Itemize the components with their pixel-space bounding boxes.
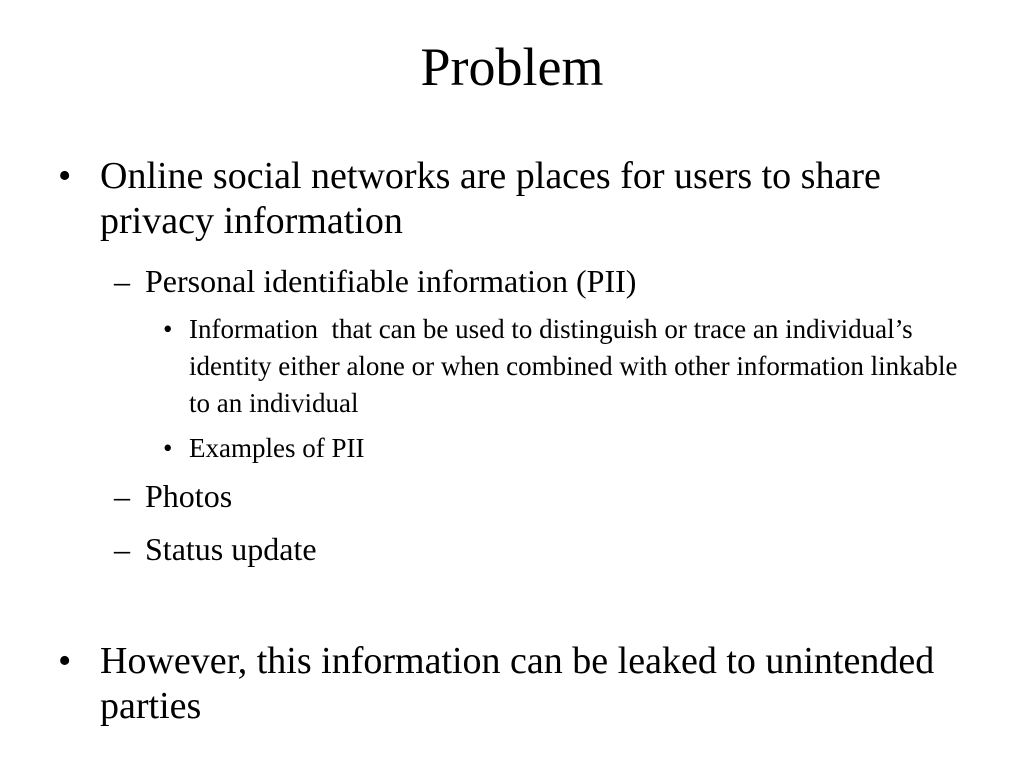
sub-bullet-text: Status update (145, 531, 317, 567)
sub-bullet-photos (114, 477, 965, 515)
bullet-text: However, this information can be leaked to unintended parties (100, 640, 935, 727)
bullet-text: Online social networks are places for users to share privacy information (100, 155, 881, 242)
bullet-marker: • (163, 314, 173, 344)
dash-marker: – (114, 478, 130, 514)
bullet-marker: • (58, 155, 72, 197)
sub-bullet-text: Photos (145, 478, 233, 514)
bullet-marker: • (163, 433, 173, 463)
sub-sub-bullet-text: Information that can be used to distinguish or trace an individual’s identity either alone or when combined with other information linkable to an individual (189, 314, 965, 418)
slide-title: Problem (420, 37, 604, 97)
dash-marker: – (114, 531, 130, 567)
bullet-marker: • (58, 640, 72, 682)
sub-bullet-status-update (114, 530, 965, 568)
sub-sub-bullet-pii-definition (163, 311, 979, 422)
dash-marker: – (114, 263, 130, 299)
sub-bullet-text: Personal identifiable information (PII) (145, 263, 637, 299)
sub-bullet-pii (114, 262, 965, 300)
bullet-online-social-networks (58, 154, 980, 244)
sub-sub-bullet-pii-examples (163, 430, 979, 467)
bullet-information-leaked (58, 639, 980, 729)
sub-sub-bullet-text: Examples of PII (189, 433, 365, 463)
